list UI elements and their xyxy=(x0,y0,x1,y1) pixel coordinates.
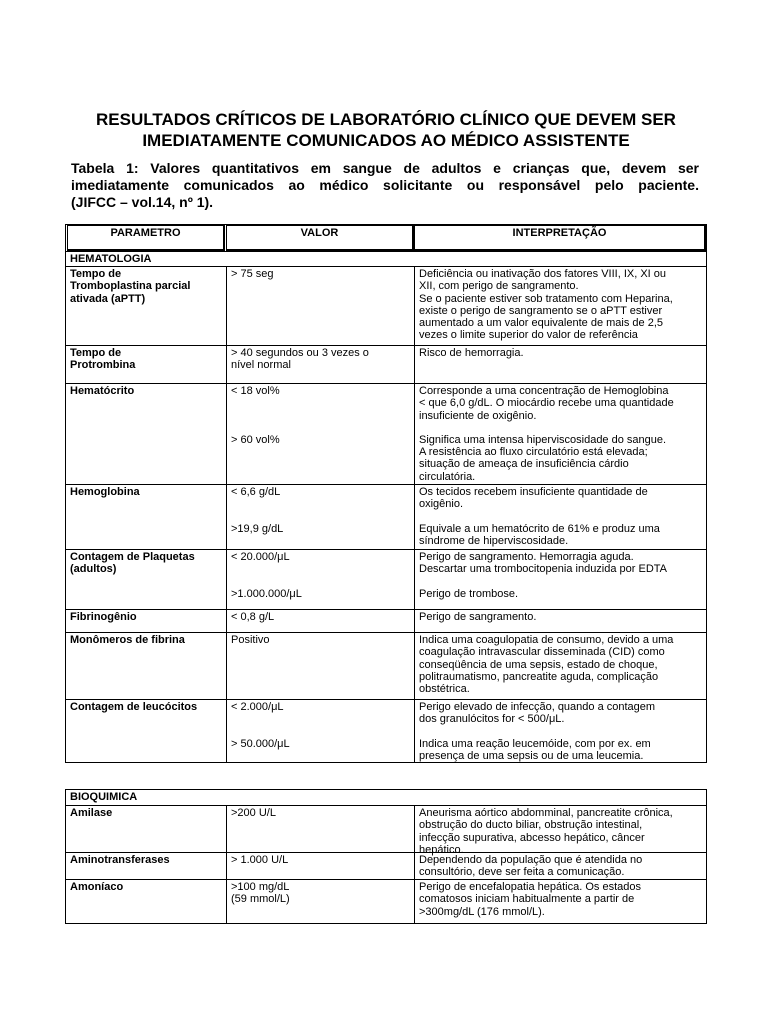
table-row-amoniaco xyxy=(66,880,706,923)
interpretacao-text: Corresponde a uma concentração de Hemoglobina < que 6,0 g/dL. O miocárdio recebe uma quantidade insuficiente de oxigênio. xyxy=(419,385,674,422)
valor-text: Positivo xyxy=(231,634,270,646)
param-cell: Monômeros de fibrina xyxy=(70,634,185,646)
document-title xyxy=(66,109,706,151)
param-cell: Tempo de Protrombina xyxy=(70,347,136,372)
interpretacao-cell xyxy=(414,853,706,879)
caption-line-1: Tabela 1: Valores quantitativos em sangue de adultos e crianças que, devem ser xyxy=(71,160,699,176)
param-cell: Contagem de Plaquetas (adultos) xyxy=(70,551,195,576)
interpretacao-text: Perigo de sangramento. Hemorragia aguda. Descartar uma trombocitopenia induzida por EDTA xyxy=(419,551,668,576)
param-cell: Contagem de leucócitos xyxy=(70,701,198,713)
table-row-amilase xyxy=(66,806,706,856)
caption-line-3: (JIFCC – vol.14, nº 1). xyxy=(71,194,214,210)
biochemistry-rows xyxy=(66,806,706,923)
interpretacao-text: Deficiência ou inativação dos fatores VIII, IX, XI ou XII, com perigo de sangramento. Se o paciente estiver sob tratamento com Heparina, existe o perigo de sangramento se o aPTT estiver aumentado a um valor equivalente de mais de 2,5 vezes o limite superior do valor de referência xyxy=(419,268,673,342)
valor-text: < 6,6 g/dL xyxy=(231,486,281,498)
interpretacao-cell xyxy=(414,610,706,632)
interpretacao-text: Indica uma coagulopatia de consumo, devido a uma coagulação intravascular disseminada (CID) como conseqüência de uma sepsis, estado de choque, politraumatismo, pancreatite aguda, complicação obstétrica. xyxy=(419,634,674,696)
interpretacao-text: Indica uma reação leucemóide, com por ex. em presença de uma sepsis ou de uma leucemia. xyxy=(419,737,651,762)
table-row-hematocrito xyxy=(66,384,706,485)
table-row-contagem-de-leucocitos xyxy=(66,700,706,762)
table-row-fibrinogenio xyxy=(66,610,706,633)
interpretacao-text: Significa uma intensa hiperviscosidade do sangue. A resistência ao fluxo circulatório está elevada; situação de ameaça de insuficiência cárdio circulatória. xyxy=(419,433,667,483)
interpretacao-text: Perigo de trombose. xyxy=(419,587,519,600)
param-cell: Fibrinogênio xyxy=(70,611,137,623)
interpretacao-text: Risco de hemorragia. xyxy=(419,347,524,359)
valor-cell xyxy=(226,633,414,699)
section-hematologia xyxy=(66,252,706,267)
param-cell: Aminotransferases xyxy=(70,854,170,866)
section-bioquimica xyxy=(66,790,706,806)
valor-text: >200 U/L xyxy=(231,807,276,819)
valor-text: > 75 seg xyxy=(231,268,274,280)
param-cell: Amoníaco xyxy=(70,881,124,893)
interpretacao-text: Os tecidos recebem insuficiente quantidade de oxigênio. xyxy=(419,486,648,511)
table-caption xyxy=(71,160,699,211)
hematology-table xyxy=(65,224,707,763)
valor-cell xyxy=(226,880,414,923)
valor-text: >100 mg/dL (59 mmol/L) xyxy=(231,881,290,906)
interpretacao-cell xyxy=(414,806,706,856)
valor-text: < 18 vol% xyxy=(231,385,280,397)
param-cell: Hematócrito xyxy=(70,385,135,397)
valor-text: >1.000.000/μL xyxy=(231,587,302,600)
valor-text: > 60 vol% xyxy=(231,433,280,446)
table-row-contagem-de-plaquetas xyxy=(66,550,706,610)
interpretacao-cell xyxy=(414,700,706,762)
title-line-2: IMEDIATAMENTE COMUNICADOS AO MÉDICO ASSISTENTE xyxy=(142,131,630,150)
interpretacao-text: Perigo de encefalopatia hepática. Os estados comatosos iniciam habitualmente a partir de >300mg/dL (176 mmol/L). xyxy=(419,881,641,918)
param-cell: Tempo de Tromboplastina parcial ativada (aPTT) xyxy=(70,268,191,305)
table-header-row xyxy=(66,225,706,252)
valor-text: < 0,8 g/L xyxy=(231,611,275,623)
valor-cell xyxy=(226,806,414,852)
valor-cell xyxy=(226,610,414,632)
valor-cell xyxy=(226,485,414,549)
interpretacao-text: Aneurisma aórtico abdomminal, pancreatite crônica, obstrução do ducto biliar, obstrução intestinal, infecção supurativa, abcesso hepático, câncer hepático. xyxy=(419,807,673,856)
valor-text: >19,9 g/dL xyxy=(231,522,284,535)
interpretacao-cell xyxy=(414,267,706,345)
valor-cell xyxy=(226,700,414,762)
table-row-monomeros-de-fibrina xyxy=(66,633,706,700)
valor-cell xyxy=(226,267,414,345)
interpretacao-cell xyxy=(414,384,706,484)
table-row-tempo-de xyxy=(66,346,706,384)
title-line-1: RESULTADOS CRÍTICOS DE LABORATÓRIO CLÍNICO QUE DEVEM SER xyxy=(96,110,676,129)
valor-text: < 20.000/μL xyxy=(231,551,290,563)
interpretacao-cell xyxy=(414,346,706,383)
header-valor: VALOR xyxy=(226,225,414,251)
interpretacao-text: Dependendo da população que é atendida no consultório, deve ser feita a comunicação. xyxy=(419,854,643,879)
valor-text: > 40 segundos ou 3 vezes o nível normal xyxy=(231,347,369,372)
header-interpretacao: INTERPRETAÇÃO xyxy=(414,225,706,251)
valor-cell xyxy=(226,550,414,609)
valor-text: > 50.000/μL xyxy=(231,737,290,750)
interpretacao-cell xyxy=(414,633,706,699)
interpretacao-text: Equivale a um hematócrito de 61% e produz uma síndrome de hiperviscosidade. xyxy=(419,522,660,547)
caption-line-2: imediatamente comunicados ao médico solicitante ou responsável pelo paciente. xyxy=(71,177,699,193)
valor-text: > 1.000 U/L xyxy=(231,854,289,866)
interpretacao-cell xyxy=(414,880,706,923)
section-label: HEMATOLOGIA xyxy=(70,253,152,265)
header-parametro: PARAMETRO xyxy=(67,225,225,251)
valor-cell xyxy=(226,384,414,484)
valor-cell xyxy=(226,853,414,879)
table-row-aminotransferases xyxy=(66,853,706,880)
biochemistry-table xyxy=(65,789,707,924)
interpretacao-text: Perigo de sangramento. xyxy=(419,611,537,623)
hematology-rows xyxy=(66,267,706,762)
param-cell: Amilase xyxy=(70,807,113,819)
valor-text: < 2.000/μL xyxy=(231,701,284,713)
interpretacao-cell xyxy=(414,550,706,609)
param-cell: Hemoglobina xyxy=(70,486,140,498)
table-row-hemoglobina xyxy=(66,485,706,550)
interpretacao-text: Perigo elevado de infecção, quando a contagem dos granulócitos for < 500/μL. xyxy=(419,701,656,726)
valor-cell xyxy=(226,346,414,383)
interpretacao-cell xyxy=(414,485,706,549)
section-label: BIOQUIMICA xyxy=(70,791,138,803)
table-row-tempo-de xyxy=(66,267,706,346)
